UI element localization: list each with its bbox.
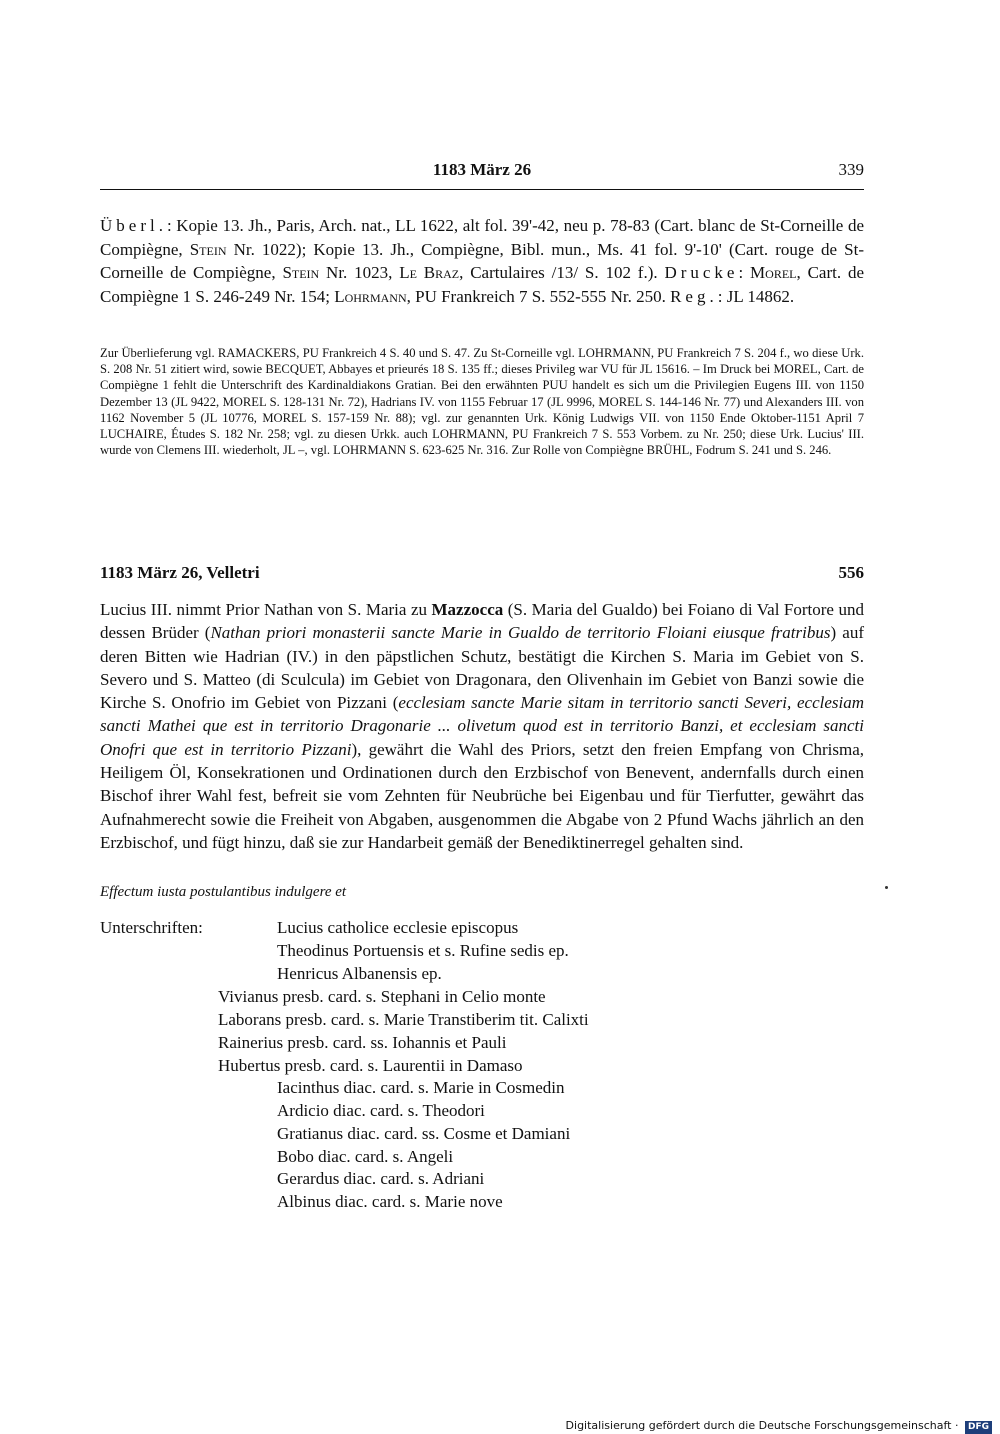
regest-quote-1: Nathan priori monasterii sancte Marie in Gualdo de territorio Floiani eiusque fratribus [210,623,831,643]
ueberl-text-5: : [738,263,751,283]
ueberl-text-6: , Cart. de Compiègne 1 S. 246-249 Nr. 154; [100,263,864,306]
author-lebraz: Le Braz [399,263,460,283]
signature-line: Ardicio diac. card. s. Theodori [277,1101,485,1120]
transmission-paragraph [100,214,864,308]
dfg-logo: DFG [965,1421,992,1434]
signatures-label: Unterschriften: [100,918,203,937]
regest-text-4: ), gewährt die Wahl des Priors, setzt den freien Empfang von Chrisma, Heiligem Öl, Konsekrationen und Ordinationen durch den Erzbischof von Benevent, andernfalls durch einen Bischof ihrer Wahl fest, befreit sie vom Zehnten für Neubrüche bei Eigenbau und für Tierfutter, gewährt das Aufnahmerecht sowie die Freiheit von Abgaben, ausgenommen die Abgabe von 2 Pfund Wachs jährlich an den Erzbischof, und fügt hinzu, daß sie zur Handarbeit gemäß der Benediktinerregel gehalten sind. [100,739,864,852]
signature-line: Lucius catholice ecclesie episcopus [277,918,519,937]
ueberl-text-2: Nr. 1022); Kopie 13. Jh., Compiègne, Bibl. mun., Ms. 41 fol. 9'-10' (Cart. rouge de St-Corneille de Compiègne, [100,239,864,283]
ueberl-text-4: , Cartulaires /13/ S. 102 f.). [459,263,665,283]
regest-place-bold: Mazzocca [431,600,504,619]
reg-label: Reg. [670,286,718,306]
signature-line: Gratianus diac. card. ss. Cosme et Damiani [277,1124,571,1143]
entry-date-place: 1183 März 26, Velletri [100,563,260,582]
drucke-label: Drucke [664,263,739,283]
signature-line: Rainerius presb. card. ss. Iohannis et Pauli [218,1033,507,1052]
regest-quote-2: ecclesiam sancte Marie sitam in territorio sancti Severi, ecclesiam sancti Mathei que est in territorio Dragonarie ... olivetum quod est in territorio Banzi, et ecclesiam sancti Onofri que est in territorio Pizzani [100,693,864,759]
author-morel: Morel [750,263,797,283]
ueberl-text-3: Nr. 1023, [319,263,400,283]
running-header [100,160,864,184]
signature-line: Hubertus presb. card. s. Laurentii in Damaso [218,1056,523,1075]
entry-number: 556 [838,563,864,582]
ueberl-label: Überl. [100,216,167,235]
digitization-footer: Digitalisierung gefördert durch die Deutsche Forschungsgemeinschaft · DFG [0,1418,1000,1434]
signature-line: Theodinus Portuensis et s. Rufine sedis ep. [277,941,569,960]
header-title: 1183 März 26 [432,160,532,179]
signature-line: Albinus diac. card. s. Marie nove [277,1192,503,1211]
incipit: Effectum iusta postulantibus indulgere et [100,884,347,900]
footer-text: Digitalisierung gefördert durch die Deutsche Forschungsgemeinschaft [565,1419,952,1432]
signature-line: Gerardus diac. card. s. Adriani [277,1169,485,1188]
signature-line: Iacinthus diac. card. s. Marie in Cosmedin [277,1078,565,1097]
regest-text-2: (S. Maria del Gualdo) bei Foiano di Val Fortore und dessen Brüder ( [100,600,865,643]
ueberl-text-1: : Kopie 13. Jh., Paris, Arch. nat., LL 1622, alt fol. 39'-42, neu p. 78-83 (Cart. blanc de St-Corneille de Compiègne, [100,216,864,259]
ueberl-text-7: , PU Frankreich 7 S. 552-555 Nr. 250. [406,286,671,306]
ueberl-text-8: : JL 14862. [717,286,795,306]
regest-paragraph [100,598,864,854]
entry-heading [100,563,864,587]
commentary-notes: Zur Überlieferung vgl. RAMACKERS, PU Frankreich 4 S. 40 und S. 47. Zu St-Corneille vgl. LOHRMANN, PU Frankreich 7 S. 204 f., wo diese Urk. S. 208 Nr. 51 zitiert wird, sowie BECQUET, Abbayes et prieurés 18 S. 135 ff.; dieses Privileg war VU für JL 15616. – Im Druck bei MOREL, Cart. de Compiègne 1 fehlt die Unterschrift des Kardinaldiakons Gratian. Bei den erwähnten PUU handelt es sich um die Privilegien Eugens III. von 1150 Dezember 13 (JL 9422, MOREL S. 128-131 Nr. 72), Hadrians IV. von 1155 Februar 17 (JL 9996, MOREL S. 144-146 Nr. 77) und Alexanders III. von 1162 November 5 (JL 10776, MOREL S. 157-159 Nr. 88); vgl. zur genannten Urk. König Ludwigs VII. von 1150 Ende Oktober-1151 April 7 LUCHAIRE, Études S. 182 Nr. 258; vgl. zu diesen Urkk. auch LOHRMANN, PU Frankreich 7 S. 553 Vorbem. zu Nr. 250; diese Urk. Lucius' III. wurde von Clemens III. wiederholt, JL –, vgl. LOHRMANN S. 623-625 Nr. 316. Zur Rolle von Compiègne BRÜHL, Fodrum S. 241 und S. 246. [100,346,864,458]
author-lohrmann: Lohrmann [334,286,407,306]
page-number: 339 [838,160,864,179]
signature-line: Bobo diac. card. s. Angeli [277,1147,454,1166]
author-stein-1: Stein [189,239,227,259]
author-stein-2: Stein [282,263,320,283]
signature-line: Laborans presb. card. s. Marie Transtiberim tit. Calixti [218,1010,589,1029]
regest-text-3: ) auf deren Bitten wie Hadrian (IV.) in den päpstlichen Schutz, bestätigt die Kirchen S. Maria im Gebiet von S. Severo und S. Matteo (di Sculcula) im Gebiet von Dragonara, den Olivenhain im Gebiet von Banzi sowie die Kirche S. Onofrio im Gebiet von Pizzani ( [100,623,864,713]
header-rule [100,189,864,190]
regest-text-1: Lucius III. nimmt Prior Nathan von S. Maria zu [100,600,432,619]
scan-speck [885,886,888,889]
signature-line: Henricus Albanensis ep. [277,964,442,983]
signature-line: Vivianus presb. card. s. Stephani in Celio monte [218,987,546,1006]
